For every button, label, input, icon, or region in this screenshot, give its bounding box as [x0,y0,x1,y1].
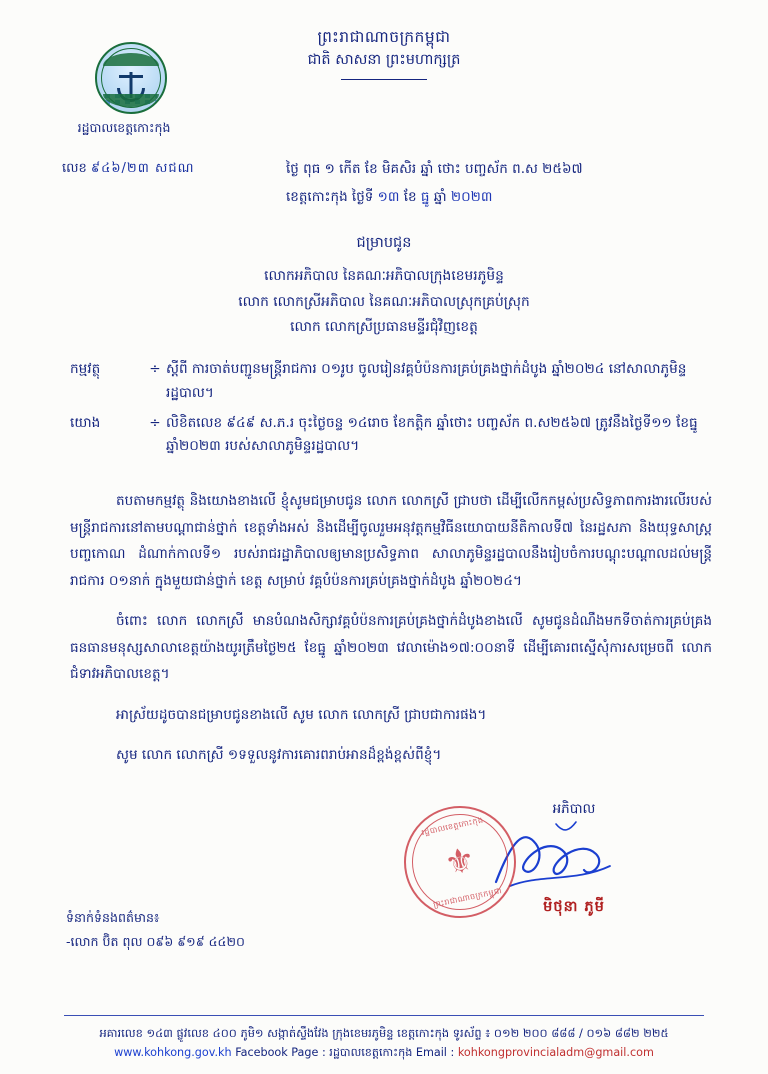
document-body [70,488,712,783]
date-buddhist-line: ថ្ងៃ ពុធ ១ កើត ខែ មិគសិរ ឆ្នាំ ថោះ បញ្ចស័ក ព.ស ២៥៦៧ [286,161,583,177]
body-paragraph-3: អាស្រ័យដូចបានជម្រាបជូនខាងលើ សូម លោក លោកស្រី ជ្រាបជាការផង។ [116,706,487,723]
date-month-label: ខែ [403,188,417,205]
document-footer [0,1015,768,1062]
kingdom-title: ព្រះរាជាណាចក្រកម្ពុជា [317,28,451,46]
date-year: ២០២៣ [450,188,493,205]
subject-row [70,358,710,406]
emblem-kohkong-province-icon [95,42,167,114]
reference-row [70,412,710,460]
reference-line [62,160,194,179]
date-year-label: ឆ្នាំ [433,188,447,205]
reference-separator: ÷ [149,414,161,431]
contact-title: ទំនាក់ទំនងពត៌មាន៖ [66,910,160,925]
signatory-name: មិថុនា ភូមី [543,899,605,915]
reference-key: យោង [70,414,101,431]
reference-label: លេខ [62,161,87,176]
stamp-glyph: ⚜ [440,839,480,885]
footer-address: អគារលេខ ១៤៣ ផ្លូវលេខ ៤០០ ភូមិ១ សង្កាត់ស្ទឹងវែង ក្រុងខេមរភូមិន្ទ ខេត្តកោះកុង ទូរស័ព្ទ ៖ ០១២ ២០០ ៨៨៨ / ០១៦ ៨៨២ ២២៥ [99,1025,669,1040]
recipient-row-3: លោក លោកស្រីប្រធានមន្ទីរជុំវិញខេត្ត [290,319,478,336]
date-block [286,156,706,211]
reference-value: លិខិតលេខ ៩៤៩ ស.ភ.រ ចុះថ្ងៃចន្ទ ១៤រោច ខែកត្តិក ឆ្នាំថោះ បញ្ចស័ក ព.ស២៥៦៧ ត្រូវនឹងថ្ងៃទី១១ ខែធ្នូ ឆ្នាំ២០២៣ របស់សាលាភូមិន្ទរដ្ឋបាល។ [166,414,698,455]
emblem-block [77,42,174,139]
recipient-row-2: លោក លោកស្រីអភិបាល នៃគណៈអភិបាលស្រុកគ្រប់ស្រុក [238,293,530,310]
footer-email-address[interactable]: kohkongprovincialadm@gmail.com [457,1045,654,1059]
footer-email-label: Email : [415,1045,455,1059]
footer-links [0,1043,768,1062]
body-paragraph-2: ចំពោះ លោក លោកស្រី មានបំណងសិក្សាវគ្គបំប៉នការគ្រប់គ្រងថ្នាក់ដំបូងខាងលើ សូមជូនដំណឹងមកទីចាត់ការគ្រប់គ្រងធនធានមនុស្សសាលាខេត្តយ៉ាងយូរត្រឹមថ្ងៃ២៥ ខែធ្នូ ឆ្នាំ២០២៣ វេលាម៉ោង១៧:០០នាទី ដើម្បីគោរពស្នើសុំការសម្រេចពី លោកជំទាវអភិបាលខេត្ត។ [70,613,712,682]
date-gregorian-line [286,184,706,212]
subject-value: ស្ដីពី ការចាត់បញ្ជូនមន្ត្រីរាជការ ០១រូប ចូលរៀនវគ្គបំប៉នការគ្រប់គ្រងថ្នាក់ដំបូង ឆ្នាំ២០២៤ នៅសាលាភូមិន្ទរដ្ឋបាល។ [166,361,687,401]
stamp-top-text: រដ្ឋបាលខេត្តកោះកុង [420,815,485,838]
subject-reference-block [70,358,710,465]
date-day: ១៣ [377,188,400,205]
body-paragraph-1: តបតាមកម្មវត្ថុ និងយោងខាងលើ ខ្ញុំសូមជម្រាបជូន លោក លោកស្រី ជ្រាបថា ដើម្បីលើកកម្ពស់ប្រសិទ្ធភាពការងារលើរបស់មន្ត្រីរាជការនៅតាមបណ្ដាជាន់ថ្នាក់ ខេត្តទាំងអស់ និងដើម្បីចូលរួមអនុវត្តកម្មវិធីនយោបាយនីតិកាលទី៧ នៃរដ្ឋសភា និងយុទ្ធសាស្រ្តបញ្ចកោណ ដំណាក់កាលទី១ របស់រាជរដ្ឋាភិបាលឲ្យមានប្រសិទ្ធភាព សាលាភូមិន្ទរដ្ឋបាលនឹងរៀបចំការបណ្ដុះបណ្ដាលដល់មន្ត្រីរាជការ ០១នាក់ ក្នុងមួយជាន់ថ្នាក់ ខេត្ត សម្រាប់ វគ្គបំប៉នការគ្រប់គ្រងថ្នាក់ដំបូង ឆ្នាំ២០២៤។ [70,493,712,589]
header-divider [341,79,427,80]
stamp-bottom-text: ព្រះរាជាណាចក្រកម្ពុជា [432,886,503,910]
date-place-prefix: ខេត្តកោះកុង ថ្ងៃទី [286,188,374,205]
reference-number: ៩៤៦/២៣ សជណ [90,161,195,176]
date-month: ធ្នូ [420,188,430,205]
national-motto: ជាតិ សាសនា ព្រះមហាក្សត្រ [307,52,461,69]
province-label: រដ្ឋបាលខេត្តកោះកុង [77,120,171,135]
recipient-row-1: លោកអភិបាល នៃគណៈអភិបាលក្រុងខេមរភូមិន្ទ [264,268,504,284]
recipients-block [0,234,768,341]
subject-separator: ÷ [149,361,161,377]
subject-key: កម្មវត្ថុ [70,361,101,377]
contact-line: -លោក ប៊ិត ពុល ០៩៦ ៩១៩ ៤៤២០ [66,933,245,949]
contact-block [66,906,245,954]
recipients-title: ជម្រាបជូន [356,235,412,251]
signature-title: អភិបាល [552,801,596,817]
body-paragraph-4: សូម លោក លោកស្រី ១ទទួលនូវការគោរពរាប់អានដ៏ខ្ពង់ខ្ពស់ពីខ្ញុំ។ [116,747,442,763]
footer-website-link[interactable]: www.kohkong.gov.kh [114,1045,232,1059]
footer-facebook-label[interactable]: Facebook Page : រដ្ឋបាលខេត្តកោះកុង [235,1045,413,1059]
footer-divider [64,1015,704,1016]
